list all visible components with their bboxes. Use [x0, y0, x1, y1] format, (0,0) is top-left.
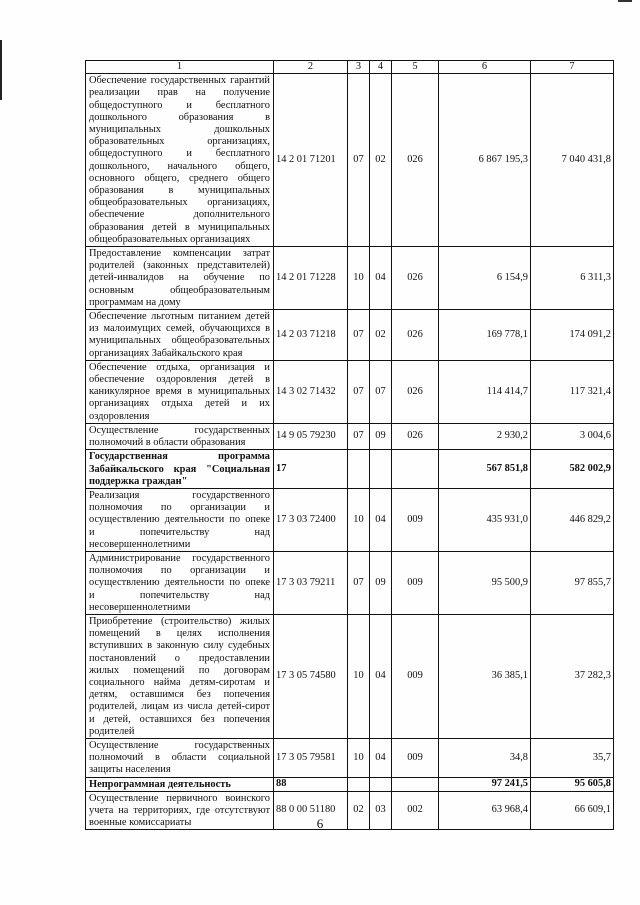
row-value-col6: 63 968,4: [439, 791, 531, 830]
row-subsection: 07: [370, 360, 392, 423]
row-value-col6: 6 154,9: [439, 247, 531, 310]
row-section: 02: [348, 791, 370, 830]
row-value-col7: 97 855,7: [531, 551, 614, 614]
header-col-4: 4: [370, 61, 392, 74]
row-name: Приобретение (строительство) жилых помещений в целях исполнения вступивших в законную силу судебных постановлений о предоставлении жилых помещений по договорам социального найма детям-сиротам и детям, оставшимся без попечения родителей, лицам из числа детей-сирот и детей, оставшихся без попечения родителей: [86, 614, 274, 738]
row-section: 07: [348, 74, 370, 247]
row-name: Администрирование государственного полномочия по организации и осуществлению деятельности по опеке и попечительству над несовершеннолетними: [86, 551, 274, 614]
row-expense-type: 009: [392, 551, 439, 614]
row-value-col7: 3 004,6: [531, 423, 614, 449]
row-value-col6: 169 778,1: [439, 310, 531, 361]
row-value-col6: 36 385,1: [439, 614, 531, 738]
row-name: Обеспечение льготным питанием детей из малоимущих семей, обучающихся в муниципальных общеобразовательных организациях Забайкальского края: [86, 310, 274, 361]
row-code: 88: [274, 777, 348, 791]
row-section: 10: [348, 614, 370, 738]
row-subsection: 04: [370, 247, 392, 310]
row-subsection: 09: [370, 423, 392, 449]
row-subsection: 02: [370, 74, 392, 247]
row-code: 14 3 02 71432: [274, 360, 348, 423]
row-subsection: 04: [370, 738, 392, 777]
header-col-2: 2: [274, 61, 348, 74]
row-code: 88 0 00 51180: [274, 791, 348, 830]
scan-corner-mark: [618, 0, 632, 2]
row-code: 17 3 05 74580: [274, 614, 348, 738]
row-code: 14 9 05 79230: [274, 423, 348, 449]
row-subsection: [370, 777, 392, 791]
header-col-1: 1: [86, 61, 274, 74]
row-code: 17 3 05 79581: [274, 738, 348, 777]
row-value-col7: 117 321,4: [531, 360, 614, 423]
row-section: 07: [348, 360, 370, 423]
header-col-5: 5: [392, 61, 439, 74]
row-name: Реализация государственного полномочия по организации и осуществлению деятельности по опеке и попечительству над несовершеннолетними: [86, 488, 274, 551]
row-code: 14 2 03 71218: [274, 310, 348, 361]
row-value-col7: 174 091,2: [531, 310, 614, 361]
row-section: 10: [348, 247, 370, 310]
row-value-col6: 6 867 195,3: [439, 74, 531, 247]
row-expense-type: 026: [392, 74, 439, 247]
budget-table: [85, 60, 614, 830]
row-name: Обеспечение государственных гарантий реализации прав на получение общедоступного и бесплатного дошкольного образования в муниципальных дошкольных образовательных организациях, общедоступного и бесплатного дошкольного, начального общего, основного общего, среднего общего образования в муниципальных общеобразовательных организациях, обеспечение дополнительного образования детей в муниципальных общеобразовательных организациях: [86, 74, 274, 247]
row-value-col6: 95 500,9: [439, 551, 531, 614]
table-row: [86, 247, 614, 310]
header-col-3: 3: [348, 61, 370, 74]
table-row: [86, 450, 614, 489]
table-row: [86, 777, 614, 791]
scan-edge-mark: [0, 40, 2, 100]
header-col-6: 6: [439, 61, 531, 74]
table-row: [86, 738, 614, 777]
header-row: [86, 61, 614, 74]
row-section: 07: [348, 551, 370, 614]
row-name: Обеспечение отдыха, организация и обеспечение оздоровления детей в каникулярное время в муниципальных организациях отдыха детей и их оздоровления: [86, 360, 274, 423]
row-subsection: [370, 450, 392, 489]
row-name: Непрограммная деятельность: [86, 777, 274, 791]
row-value-col6: 567 851,8: [439, 450, 531, 489]
row-value-col7: 37 282,3: [531, 614, 614, 738]
row-code: 17: [274, 450, 348, 489]
row-expense-type: 026: [392, 247, 439, 310]
row-value-col6: 34,8: [439, 738, 531, 777]
table-row: [86, 423, 614, 449]
row-value-col6: 435 931,0: [439, 488, 531, 551]
row-expense-type: 026: [392, 423, 439, 449]
row-expense-type: 002: [392, 791, 439, 830]
row-value-col7: 95 605,8: [531, 777, 614, 791]
row-name: Осуществление государственных полномочий в области образования: [86, 423, 274, 449]
row-name: Осуществление государственных полномочий в области социальной защиты населения: [86, 738, 274, 777]
row-section: 10: [348, 488, 370, 551]
table-row: [86, 614, 614, 738]
row-value-col7: 7 040 431,8: [531, 74, 614, 247]
row-subsection: 03: [370, 791, 392, 830]
row-value-col6: 97 241,5: [439, 777, 531, 791]
row-code: 14 2 01 71201: [274, 74, 348, 247]
row-code: 17 3 03 72400: [274, 488, 348, 551]
row-expense-type: [392, 777, 439, 791]
row-value-col7: 66 609,1: [531, 791, 614, 830]
table-row: [86, 360, 614, 423]
row-name: Государственная программа Забайкальского края "Социальная поддержка граждан": [86, 450, 274, 489]
table-row: [86, 488, 614, 551]
row-value-col6: 2 930,2: [439, 423, 531, 449]
row-section: [348, 777, 370, 791]
row-subsection: 02: [370, 310, 392, 361]
row-value-col6: 114 414,7: [439, 360, 531, 423]
table-row: [86, 74, 614, 247]
row-value-col7: 446 829,2: [531, 488, 614, 551]
row-expense-type: [392, 450, 439, 489]
row-value-col7: 582 002,9: [531, 450, 614, 489]
row-section: 07: [348, 310, 370, 361]
page-number: 6: [316, 816, 324, 831]
row-code: 17 3 03 79211: [274, 551, 348, 614]
row-expense-type: 026: [392, 310, 439, 361]
row-name: Предоставление компенсации затрат родителей (законных представителей) детей-инвалидов на обучение по основным общеобразовательным программам на дому: [86, 247, 274, 310]
row-subsection: 04: [370, 614, 392, 738]
row-expense-type: 009: [392, 614, 439, 738]
row-code: 14 2 01 71228: [274, 247, 348, 310]
row-expense-type: 009: [392, 488, 439, 551]
row-value-col7: 6 311,3: [531, 247, 614, 310]
row-subsection: 09: [370, 551, 392, 614]
row-expense-type: 026: [392, 360, 439, 423]
row-value-col7: 35,7: [531, 738, 614, 777]
row-subsection: 04: [370, 488, 392, 551]
row-section: 07: [348, 423, 370, 449]
row-name: Осуществление первичного воинского учета на территориях, где отсутствуют военные комиссариаты: [86, 791, 274, 830]
row-section: [348, 450, 370, 489]
table-row: [86, 310, 614, 361]
row-section: 10: [348, 738, 370, 777]
table-row: [86, 551, 614, 614]
row-expense-type: 009: [392, 738, 439, 777]
header-col-7: 7: [531, 61, 614, 74]
